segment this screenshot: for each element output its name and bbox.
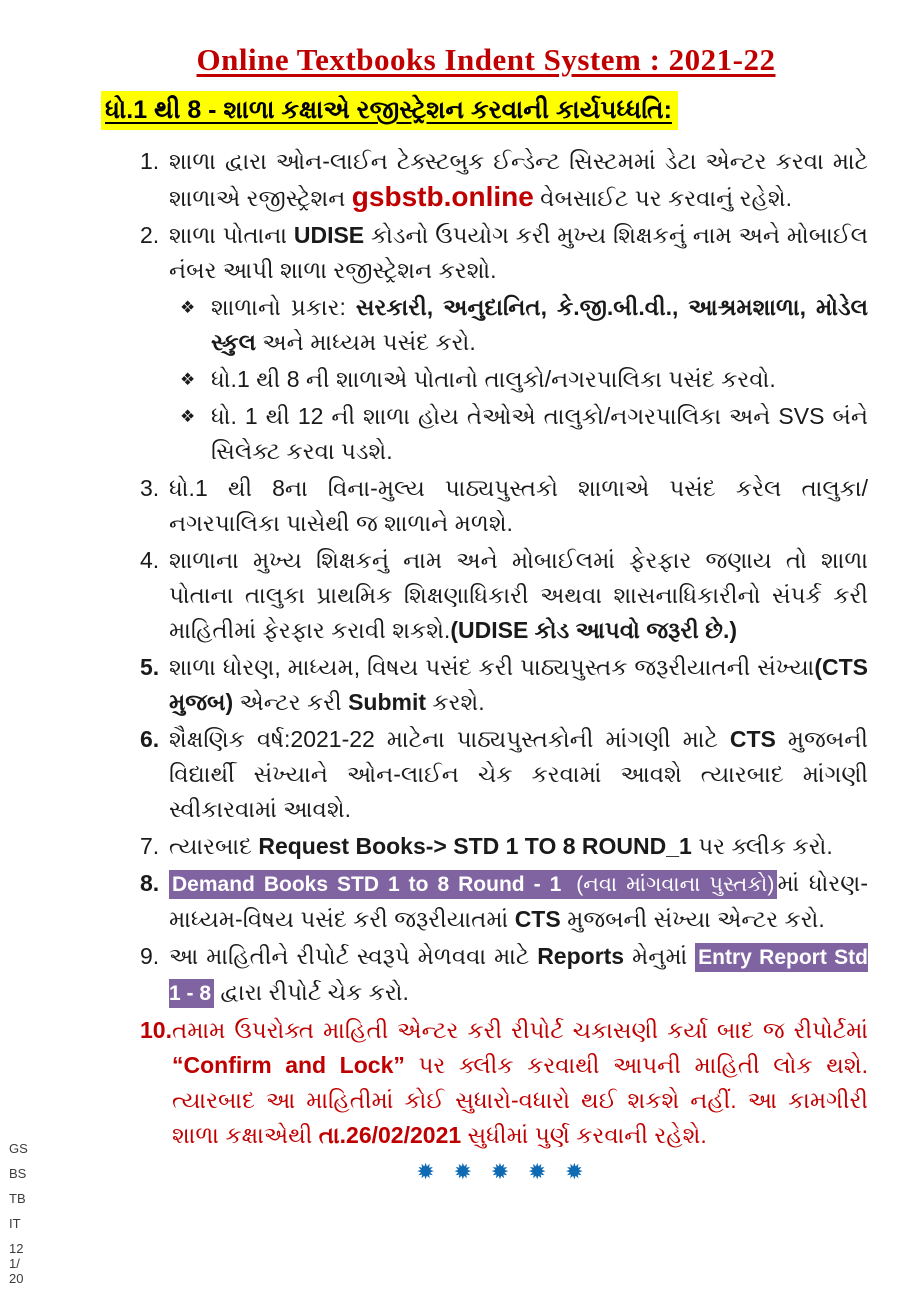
numbered-item [140,144,868,216]
item-text [169,471,868,541]
item-number: 6. [140,726,160,752]
text-segment: CTS [729,726,776,752]
website-url: gsbstb.online [351,181,534,212]
sub-bullet-item [180,399,868,469]
text-segment: શાળા પોતાના [169,222,294,248]
item-number: 1. [140,148,160,174]
page-title: Online Textbooks Indent System : 2021-22 [196,42,776,77]
item-number: 5. [140,654,160,680]
numbered-item [140,939,868,1011]
text-segment: માં ધોરણ-માધ્યમ-વિષય પસંદ કરી જરૂરીયાતમાં [169,870,869,932]
text-segment: કોડનો ઉપયોગ કરી મુખ્ય શિક્ષકનું નામ અને મોબાઈલ નંબર આપી શાળા રજીસ્ટ્રેશન કરશો. [169,222,868,283]
margin-note: 20 [9,1271,24,1286]
item-text [169,144,868,216]
section-heading-wrap [101,91,910,130]
diamond-bullet-icon: ❖ [180,298,196,317]
item-text [169,650,868,720]
item-number: 4. [140,547,160,573]
sub-bullet-item [180,290,868,360]
margin-note: 1/ [9,1256,20,1271]
item-number: 10. [140,1017,172,1043]
item-number: 7. [140,833,160,859]
diamond-bullet-icon: ❖ [180,370,196,389]
text-segment: પર ક્લીક કરો. [691,833,833,859]
numbered-item [140,829,868,864]
numbered-item [140,1013,868,1153]
text-segment: એન્ટર કરી [233,689,349,715]
item-text [169,543,868,648]
text-segment: સરકારી, અનુદાનિત, કે.જી.બી.વી., આશ્રમશાળા, મોડેલ સ્કુલ [211,294,868,355]
text-segment: (CTS મુજબ) [169,654,868,715]
numbered-item [140,471,868,541]
text-segment: Submit [348,689,427,715]
margin-note: TB [9,1191,26,1206]
text-segment: UDISE [293,222,365,248]
text-segment: ધો.1 થી 8ના વિના-મુલ્ય પાઠ્યપુસ્તકો શાળાએ પસંદ કરેલ તાલુકા/નગરપાલિકા પાસેથી જ શાળાને મળશે. [169,475,868,536]
item-text [169,866,868,937]
text-segment: કરશે. [426,689,485,715]
sub-bullet-item [180,362,868,397]
text-segment: પર ક્લીક કરવાથી આપની માહિતી લોક થશે. ત્યારબાદ આ માહિતીમાં કોઈ સુધારો-વધારો થઈ શકશે નહીં. આ કામગીરી શાળા કક્ષાએથી [171,1052,869,1148]
text-segment: મેનુમાં [624,943,696,969]
item-number: 2. [140,222,160,248]
item-text [169,939,868,1011]
margin-note: 12 [9,1241,24,1256]
numbered-item [140,722,868,827]
left-margin-text [9,1142,28,1287]
item-text [169,829,868,864]
item-text [172,1013,868,1153]
menu-path-request-books: Request Books-> STD 1 TO 8 ROUND_1 [258,833,692,859]
numbered-item [140,543,868,648]
menu-item-demand-books: Demand Books STD 1 to 8 Round - 1 [169,870,573,899]
text-segment: CTS [514,906,561,932]
numbered-item [140,866,868,937]
item-text [211,362,868,397]
item-number: 3. [140,475,160,501]
deadline-date: તા.26/02/2021 [318,1122,462,1148]
text-segment: ધો.1 થી 8 ની શાળાએ પોતાનો તાલુકો/નગરપાલિકા પસંદ કરવો. [211,366,776,392]
item-number: 8. [140,870,160,896]
item-text [169,218,868,288]
numbered-item [140,650,868,720]
text-segment: ત્યારબાદ [169,833,259,859]
margin-note: BS [9,1166,27,1181]
item-text [169,722,868,827]
text-segment: અને માધ્યમ પસંદ કરો. [256,329,476,355]
diamond-bullet-icon: ❖ [180,407,196,426]
text-segment: ધો. 1 થી 12 ની શાળા હોય તેઓએ તાલુકો/નગરપાલિકા અને SVS બંને સિલેક્ટ કરવા પડશે. [211,403,868,464]
item-text [211,399,868,469]
item-text [211,290,868,360]
margin-note: IT [9,1216,21,1231]
numbered-item [140,218,868,288]
text-segment: મુજબની વિદ્યાર્થી સંખ્યાને ઓન-લાઈન ચેક કરવામાં આવશે ત્યારબાદ માંગણી સ્વીકારવામાં આવશે. [169,726,868,822]
text-segment: દ્વારા રીપોર્ટ ચેક કરો. [214,979,409,1005]
section-heading: ધો.1 થી 8 - શાળા કક્ષાએ રજીસ્ટ્રેશન કરવાની કાર્યપધ્ધતિ: [101,91,678,130]
star-separator: ✹ ✹ ✹ ✹ ✹ [417,1162,591,1183]
instruction-list [140,144,868,1153]
text-segment: વેબસાઈટ પર કરવાનું રહેશે. [533,185,792,211]
text-segment: શૈક્ષણિક વર્ષ:2021-22 માટેના પાઠ્યપુસ્તકોની માંગણી માટે [169,726,730,752]
text-segment: શાળાના મુખ્ય શિક્ષકનું નામ અને મોબાઈલમાં ફેરફાર જણાય તો શાળા પોતાના તાલુકા પ્રાથમિક શિક્ષણાધિકારી અથવા શાસનાધિકારીનો સંપર્ક કરી માહિતીમાં ફેરફાર કરાવી શકશે. [169,547,868,643]
margin-note: GS [9,1141,28,1156]
menu-item-demand-books-note: (નવા માંગવાના પુસ્તકો) [573,870,777,899]
text-segment: (UDISE કોડ આપવો જરૂરી છે.) [450,617,738,643]
text-segment: શાળાનો પ્રકાર: [211,294,356,320]
confirm-and-lock-label: “Confirm and Lock” [171,1052,405,1078]
menu-item-entry-report: Entry Report Std 1 - 8 [169,943,868,1008]
text-segment: શાળા ધોરણ, માધ્યમ, વિષય પસંદ કરી પાઠ્યપુસ્તક જરૂરીયાતની સંખ્યા [169,654,815,680]
item-number: 9. [140,943,160,969]
text-segment: શાળા દ્વારા ઓન-લાઈન ટેક્સ્ટબુક ઈન્ડેન્ટ સિસ્ટમમાં ડેટા એન્ટર કરવા માટે શાળાએ રજીસ્ટ્રેશન [169,148,868,211]
text-segment: આ માહિતીને રીપોર્ટ સ્વરૂપે મેળવવા માટે [169,943,538,969]
menu-reports: Reports [537,943,625,969]
text-segment: તમામ ઉપરોક્ત માહિતી એન્ટર કરી રીપોર્ટ ચકાસણી કર્યા બાદ જ રીપોર્ટમાં [171,1017,868,1043]
text-segment: મુજબની સંખ્યા એન્ટર કરો. [560,906,825,932]
text-segment: સુધીમાં પુર્ણ કરવાની રહેશે. [461,1122,707,1148]
